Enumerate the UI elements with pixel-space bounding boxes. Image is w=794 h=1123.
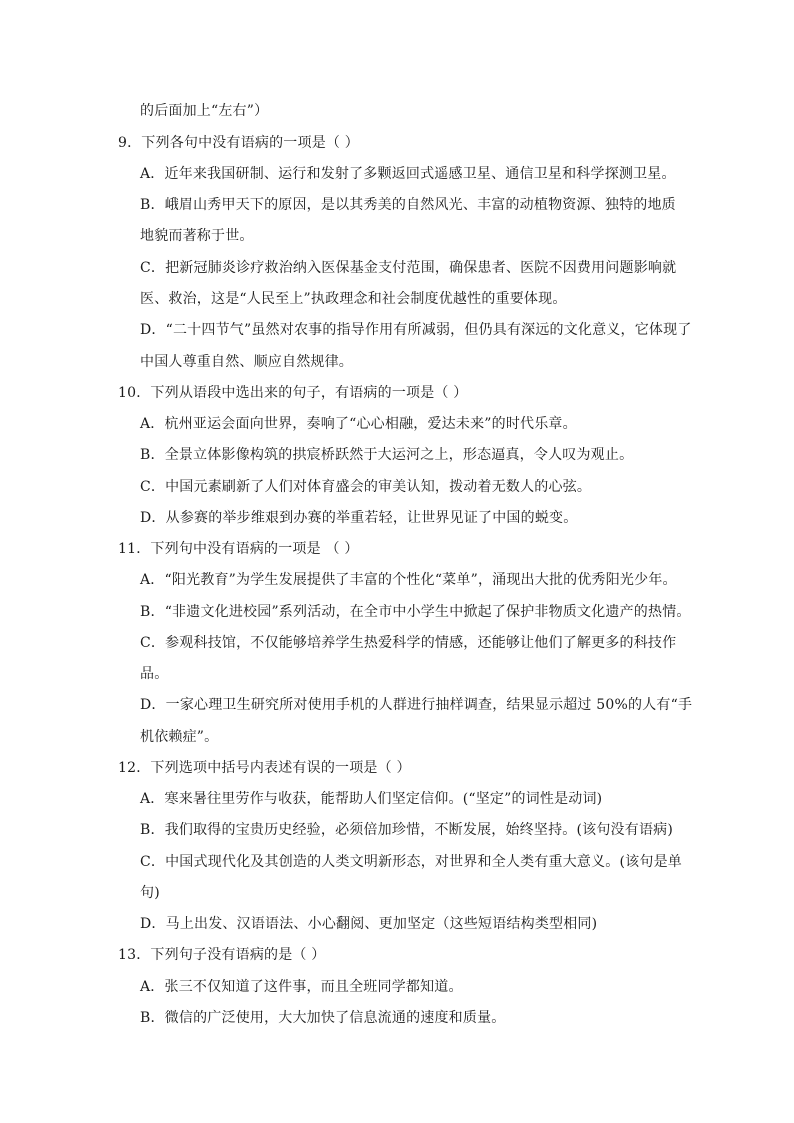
question-11-option-a: A．“阳光教育”为学生发展提供了丰富的个性化“菜单”，涌现出大批的优秀阳光少年。 bbox=[140, 572, 677, 588]
question-9-option-b-cont: 地貌而著称于世。 bbox=[140, 228, 254, 244]
question-10-option-c: C．中国元素刷新了人们对体育盛会的审美认知，拨动着无数人的心弦。 bbox=[140, 479, 592, 495]
question-12-option-b: B．我们取得的宝贵历史经验，必须倍加珍惜，不断发展，始终坚持。(该句没有语病) bbox=[140, 822, 674, 838]
question-13-option-a: A．张三不仅知道了这件事，而且全班同学都知道。 bbox=[140, 979, 463, 995]
question-10-option-b: B．全景立体影像构筑的拱宸桥跃然于大运河之上，形态逼真，令人叹为观止。 bbox=[140, 447, 634, 463]
question-11-option-c: C．参观科技馆，不仅能够培养学生热爱科学的情感，还能够让他们了解更多的科技作 bbox=[140, 635, 677, 651]
question-9-option-b: B．峨眉山秀甲天下的原因，是以其秀美的自然风光、丰富的动植物资源、独特的地质 bbox=[140, 197, 676, 213]
question-11-option-c-cont: 品。 bbox=[140, 666, 169, 682]
question-10-option-a: A．杭州亚运会面向世界，奏响了“心心相融，爱达未来”的时代乐章。 bbox=[140, 416, 577, 432]
question-11-option-d: D．一家心理卫生研究所对使用手机的人群进行抽样调查，结果显示超过 50%的人有“手 bbox=[140, 697, 693, 713]
question-13-stem: 13．下列句子没有语病的是（ ） bbox=[118, 947, 326, 963]
question-12-option-a: A．寒来暑往里劳作与收获，能帮助人们坚定信仰。(“坚定”的词性是动词) bbox=[140, 791, 603, 807]
question-11-option-b: B．“非遗文化进校园”系列活动，在全市中小学生中掀起了保护非物质文化遗产的热情。 bbox=[140, 604, 691, 620]
question-9-option-a: A．近年来我国研制、运行和发射了多颗返回式遥感卫星、通信卫星和科学探测卫星。 bbox=[140, 166, 676, 182]
intro-tail: 的后面加上“左右”） bbox=[140, 103, 269, 119]
question-9-option-d: D．“二十四节气”虽然对农事的指导作用有所减弱，但仍具有深远的文化意义，它体现了 bbox=[140, 322, 692, 338]
question-9-stem: 9．下列各句中没有语病的一项是（ ） bbox=[118, 135, 359, 151]
question-13-option-b: B．微信的广泛使用，大大加快了信息流通的速度和质量。 bbox=[140, 1010, 506, 1026]
question-12-option-c-cont: 句) bbox=[140, 885, 160, 901]
question-11-stem: 11．下列句中没有语病的一项是 （ ） bbox=[118, 541, 359, 557]
question-11-option-d-cont: 机依赖症”。 bbox=[140, 729, 219, 745]
question-12-option-d: D．马上出发、汉语语法、小心翻阅、更加坚定（这些短语结构类型相同) bbox=[140, 916, 598, 932]
question-9-option-c-cont: 医、救治，这是“人民至上”执政理念和社会制度优越性的重要体现。 bbox=[140, 291, 567, 307]
question-10-option-d: D．从参赛的举步维艰到办赛的举重若轻，让世界见证了中国的蜕变。 bbox=[140, 510, 578, 526]
question-12-stem: 12．下列选项中括号内表述有误的一项是（ ） bbox=[118, 760, 411, 776]
question-12-option-c: C．中国式现代化及其创造的人类文明新形态，对世界和全人类有重大意义。(该句是单 bbox=[140, 854, 682, 870]
question-9-option-c: C．把新冠肺炎诊疗救治纳入医保基金支付范围，确保患者、医院不因费用问题影响就 bbox=[140, 260, 677, 276]
question-10-stem: 10．下列从语段中选出来的句子，有语病的一项是（ ） bbox=[118, 385, 468, 401]
question-9-option-d-cont: 中国人尊重自然、顺应自然规律。 bbox=[140, 354, 353, 370]
